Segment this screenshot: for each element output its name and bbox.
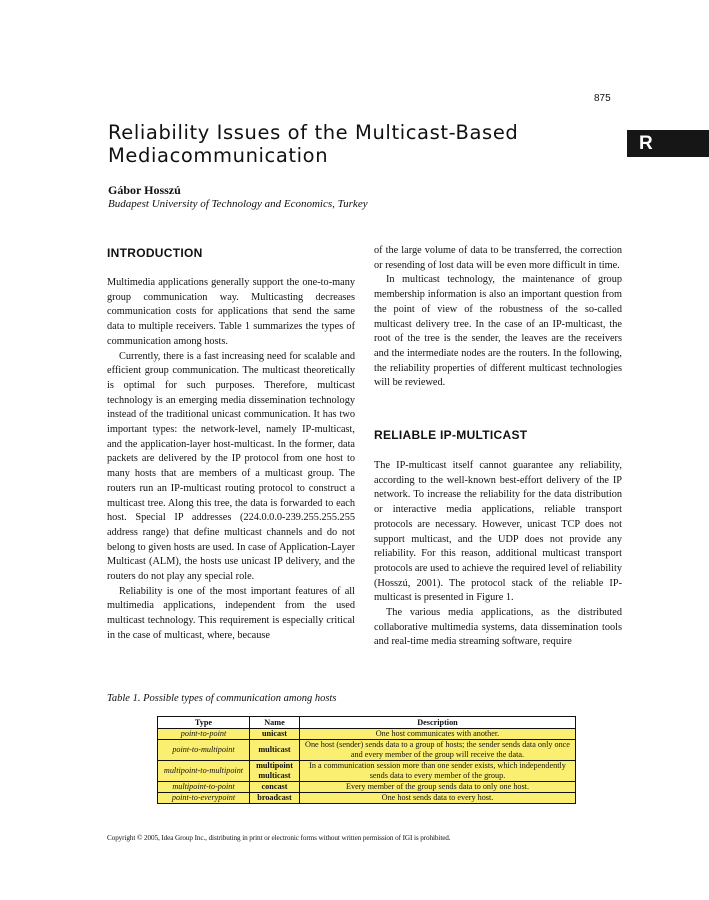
name-cell: unicast [250,729,300,740]
table-row [158,740,576,761]
intro-paragraph-4: of the large volume of data to be transferred, the correction or resending of lost data will be even more difficult in time. [374,245,622,271]
description-cell: One host (sender) sends data to a group of hosts; the sender sends data only once and every member of the group will receive the data. [300,740,576,761]
description-cell: One host sends data to every host. [300,793,576,804]
type-cell: point-to-everypoint [158,793,250,804]
author-name: Gábor Hosszú [108,183,181,197]
table-row [158,793,576,804]
description-cell: In a communication session more than one sender exists, which independently sends data to every member of the group. [300,761,576,782]
intro-paragraph-2: Currently, there is a fast increasing need for scalable and efficient group communication. The multicast theoretically is optimal for such purposes. Therefore, multicast technology is an emerging media dissemination technology instead of the traditional unicast communication. It has two important types: the network-level, namely IP-multicast, and the application-layer host-multicast. In the former, data packets are delivered by the IP protocol from one host to many hosts that are members of a multicast group. The routers run an IP-multicast routing protocol to construct a multicast tree. Along this tree, the data is forwarded to each host. Special IP addresses (224.0.0.0-239.255.255.255 address range) that define multicast channels and do not belong to given hosts are used. In case of Application-Layer Multicast (ALM), the hosts use unicast IP delivery, and the routers do not play any special role. [107,350,355,583]
title-line-2: Mediacommunication [108,144,329,167]
introduction-heading: INTRODUCTION [107,246,203,260]
reliable-paragraph-2: The various media applications, as the distributed collaborative multimedia systems, data dissemination tools and real-time media streaming software, require [374,607,622,648]
copyright-notice: Copyright © 2005, Idea Group Inc., distributing in print or electronic forms without written permission of IGI is prohibited. [107,834,451,842]
description-cell: Every member of the group sends data to only one host. [300,782,576,793]
communication-types-table [157,716,576,804]
reliable-paragraph-1: The IP-multicast itself cannot guarantee any reliability, according to the well-known best-effort delivery of the IP network. To increase the reliability for the data distribution or interactive media applications, reliable transport protocols are necessary. However, unicast TCP does not support multicast, and the UDP does not provide any reliability. For this reason, additional multicast transport protocols are used to achieve the required level of reliability (Hosszú, 2001). The protocol stack of the reliable IP-multicast is presented in Figure 1. [374,460,622,604]
table-row [158,761,576,782]
title-line-1: Reliability Issues of the Multicast-Based [108,121,519,144]
type-cell: point-to-point [158,729,250,740]
type-cell: point-to-multipoint [158,740,250,761]
name-cell: multicast [250,740,300,761]
table-row [158,729,576,740]
table-caption: Table 1. Possible types of communication among hosts [107,693,337,704]
right-column-top [374,244,622,391]
page-number: 875 [594,93,611,104]
type-cell: multipoint-to-multipoint [158,761,250,782]
name-cell: concast [250,782,300,793]
header-type: Type [158,717,250,729]
intro-paragraph-1: Multimedia applications generally support the one-to-many group communication way. Multicasting decreases communication costs for applications that send the same data to multiple receivers. Table 1 summarizes the types of communication among hosts. [107,277,355,347]
intro-paragraph-5: In multicast technology, the maintenance of group membership information is also an important question from the point of view of the robustness of the so-called multicast delivery tree. In the case of an IP-multicast, the root of the tree is the sender, the leaves are the receivers and the intermediate nodes are the routers. In the following, the reliability properties of different multicast technologies will be reviewed. [374,274,622,389]
reliable-ip-multicast-heading: RELIABLE IP-MULTICAST [374,428,528,442]
header-description: Description [300,717,576,729]
type-cell: multipoint-to-point [158,782,250,793]
description-cell: One host communicates with another. [300,729,576,740]
right-column-bottom [374,459,622,650]
left-column [107,276,355,644]
author-affiliation: Budapest University of Technology and Economics, Turkey [108,198,368,210]
table-row [158,782,576,793]
name-cell: multipoint multicast [250,761,300,782]
article-title [108,121,618,167]
intro-paragraph-3: Reliability is one of the most important features of all multimedia applications, independent from the used multicast technology. This requirement is especially critical in the case of multicast, where, because [107,585,355,641]
section-tab: R [627,130,709,157]
name-cell: broadcast [250,793,300,804]
table-header-row [158,717,576,729]
header-name: Name [250,717,300,729]
